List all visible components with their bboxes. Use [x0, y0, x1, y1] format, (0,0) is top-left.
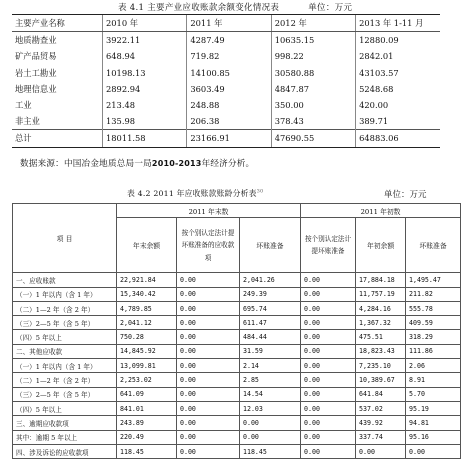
provision-begin-header: 坏账准备: [406, 218, 461, 273]
item-label-cell: 其中：逾期 5 年以上: [13, 430, 117, 444]
industry-name-cell: 矿产品贸易: [15, 51, 57, 62]
item-label-cell: 二、其他应收款: [13, 344, 117, 358]
amount-cell: 750.28: [117, 330, 177, 344]
amount-cell: 4287.49: [187, 32, 271, 49]
table2-row: [13, 401, 461, 415]
amount-cell: 611.47: [240, 316, 301, 330]
amount-cell: 11,757.19: [356, 287, 406, 301]
table1-title: 表 4.1 主要产业应收账款余额变化情况表: [118, 3, 280, 13]
amount-cell: 4,789.85: [117, 301, 177, 315]
amount-cell: 0.00: [301, 359, 356, 373]
amount-cell: 2,253.02: [117, 373, 177, 387]
item-label-cell: （二）1—2 年（含 2 年）: [13, 373, 117, 387]
industry-name-cell: 总计: [12, 130, 103, 147]
amount-cell: 4847.87: [271, 81, 355, 97]
industry-name-cell: 地理信息业: [15, 83, 57, 94]
amount-cell: 409.59: [406, 316, 461, 330]
amount-cell: 47690.55: [271, 130, 355, 147]
table1-row: [12, 48, 440, 64]
amount-cell: 1,495.47: [406, 273, 461, 287]
amount-cell: 0.00: [177, 344, 240, 358]
amount-cell: 94.81: [406, 416, 461, 430]
amount-cell: 695.74: [240, 301, 301, 315]
amount-cell: 30580.88: [271, 65, 355, 81]
amount-cell: 0.00: [301, 287, 356, 301]
source-prefix: 数据来源：中国冶金地质总局一局: [20, 159, 152, 169]
table2-row: [13, 330, 461, 344]
amount-cell: 641.84: [356, 387, 406, 401]
amount-cell: 0.00: [406, 444, 461, 458]
amount-cell: 18,823.43: [356, 344, 406, 358]
amount-cell: 2.14: [240, 359, 301, 373]
table1-row: [12, 65, 440, 81]
table2-row: [13, 430, 461, 444]
table1-header-cell: 2011 年: [187, 15, 271, 32]
individual-provision-end-header: 按个别认定法计提坏账准备的应收款项: [177, 218, 240, 273]
amount-cell: 0.00: [301, 430, 356, 444]
amount-cell: 0.00: [301, 416, 356, 430]
amount-cell: 0.00: [177, 316, 240, 330]
item-label-cell: （四）5 年以上: [13, 401, 117, 415]
provision-end-header: 坏账准备: [240, 218, 301, 273]
amount-cell: 23166.91: [187, 130, 271, 147]
amount-cell: 4,284.16: [356, 301, 406, 315]
amount-cell: 15,340.42: [117, 287, 177, 301]
footnote-marker: 30: [256, 188, 264, 195]
amount-cell: 12.03: [240, 401, 301, 415]
amount-cell: 555.78: [406, 301, 461, 315]
industry-receivables-table: [12, 14, 440, 148]
industry-name-cell: 地质勘查业: [15, 35, 57, 46]
amount-cell: 337.74: [356, 430, 406, 444]
year-begin-group-header: 2011 年初数: [301, 204, 461, 218]
item-label-cell: （二）1—2 年（含 2 年）: [13, 301, 117, 315]
item-label-cell: 一、应收账款: [13, 273, 117, 287]
table2-row: [13, 344, 461, 358]
table2-row: [13, 444, 461, 458]
table2-row: [13, 373, 461, 387]
table2-group-header-row: [13, 204, 461, 218]
amount-cell: 484.44: [240, 330, 301, 344]
table2-row: [13, 416, 461, 430]
amount-cell: 998.22: [271, 48, 355, 64]
amount-cell: 31.59: [240, 344, 301, 358]
industry-name-cell: 岩土工勘业: [15, 67, 57, 78]
amount-cell: 641.09: [117, 387, 177, 401]
amount-cell: 0.00: [301, 373, 356, 387]
amount-cell: 0.00: [177, 273, 240, 287]
amount-cell: 220.49: [117, 430, 177, 444]
amount-cell: 0.00: [301, 387, 356, 401]
amount-cell: 14100.85: [187, 65, 271, 81]
amount-cell: 14,845.92: [117, 344, 177, 358]
amount-cell: 248.88: [187, 97, 271, 113]
amount-cell: 0.00: [301, 301, 356, 315]
amount-cell: 0.00: [177, 387, 240, 401]
aging-analysis-table: [12, 203, 461, 459]
amount-cell: 7,235.10: [356, 359, 406, 373]
amount-cell: 111.86: [406, 344, 461, 358]
amount-cell: 0.00: [301, 330, 356, 344]
amount-cell: 13,099.81: [117, 359, 177, 373]
amount-cell: 5.70: [406, 387, 461, 401]
amount-cell: 1,367.32: [356, 316, 406, 330]
table2-row: [13, 359, 461, 373]
amount-cell: 350.00: [271, 97, 355, 113]
amount-cell: 648.94: [103, 48, 187, 64]
amount-cell: 22,921.84: [117, 273, 177, 287]
amount-cell: 0.00: [177, 287, 240, 301]
table1-header-cell: 主要产业名称: [12, 15, 103, 32]
amount-cell: 0.00: [301, 444, 356, 458]
amount-cell: 17,884.18: [356, 273, 406, 287]
amount-cell: 0.00: [240, 430, 301, 444]
amount-cell: 2,041.26: [240, 273, 301, 287]
table2-title: 表 4.2 2011 年应收账款账龄分析表: [127, 189, 257, 198]
table2-row: [13, 387, 461, 401]
amount-cell: 14.54: [240, 387, 301, 401]
amount-cell: 0.00: [301, 401, 356, 415]
amount-cell: 0.00: [240, 416, 301, 430]
table2-row: [13, 287, 461, 301]
amount-cell: 2892.94: [103, 81, 187, 97]
amount-cell: 43103.57: [356, 65, 440, 81]
amount-cell: 537.02: [356, 401, 406, 415]
data-source-note: [20, 157, 254, 169]
aging-analysis-table-body: [13, 204, 461, 459]
item-label-cell: 三、逾期应收款项: [13, 416, 117, 430]
item-label-cell: 四、涉及诉讼的应收款项: [13, 444, 117, 458]
amount-cell: 10,389.67: [356, 373, 406, 387]
table1-header-cell: 2012 年: [271, 15, 355, 32]
amount-cell: 841.01: [117, 401, 177, 415]
amount-cell: 10635.15: [271, 32, 355, 49]
item-label-cell: （三）2—5 年（含 5 年）: [13, 387, 117, 401]
amount-cell: 0.00: [177, 430, 240, 444]
table1-unit: 单位：万元: [308, 3, 353, 13]
table1-row: [12, 81, 440, 97]
amount-cell: 243.89: [117, 416, 177, 430]
table2-row: [13, 301, 461, 315]
individual-provision-begin-header: 按个别认定法计提坏账准备: [301, 218, 356, 273]
amount-cell: 118.45: [240, 444, 301, 458]
table2-unit: 单位：万元: [384, 190, 427, 200]
amount-cell: 10198.13: [103, 65, 187, 81]
amount-cell: 95.19: [406, 401, 461, 415]
amount-cell: 0.00: [177, 330, 240, 344]
amount-cell: 378.43: [271, 113, 355, 130]
balance-begin-header: 年初余额: [356, 218, 406, 273]
item-label-cell: （三）2—5 年（含 5 年）: [13, 316, 117, 330]
table1-header-cell: 2013 年 1-11 月: [356, 15, 440, 32]
amount-cell: 18011.58: [103, 130, 187, 147]
table2-row: [13, 273, 461, 287]
year-end-group-header: 2011 年末数: [117, 204, 301, 218]
item-label-cell: （一）1 年以内（含 1 年）: [13, 359, 117, 373]
amount-cell: 318.29: [406, 330, 461, 344]
amount-cell: 439.92: [356, 416, 406, 430]
amount-cell: 0.00: [301, 316, 356, 330]
amount-cell: 0.00: [177, 359, 240, 373]
amount-cell: 420.00: [356, 97, 440, 113]
table1-row: [12, 97, 440, 113]
industry-name-cell: 非主业: [15, 116, 40, 127]
amount-cell: 0.00: [177, 401, 240, 415]
balance-end-header: 年末余额: [117, 218, 177, 273]
source-years: 2010-2013: [151, 159, 202, 168]
industry-receivables-table-body: [12, 15, 440, 148]
table1-row: [12, 32, 440, 49]
amount-cell: 12880.09: [356, 32, 440, 49]
table2-caption: [127, 188, 263, 199]
amount-cell: 389.71: [356, 113, 440, 130]
amount-cell: 3603.49: [187, 81, 271, 97]
amount-cell: 8.91: [406, 373, 461, 387]
amount-cell: 95.16: [406, 430, 461, 444]
table1-row: [12, 130, 440, 147]
table1-header-cell: 2010 年: [103, 15, 187, 32]
amount-cell: 5248.68: [356, 81, 440, 97]
amount-cell: 206.38: [187, 113, 271, 130]
amount-cell: 0.00: [301, 273, 356, 287]
table1-row: [12, 113, 440, 130]
item-label-cell: （四）5 年以上: [13, 330, 117, 344]
amount-cell: 719.82: [187, 48, 271, 64]
amount-cell: 211.82: [406, 287, 461, 301]
amount-cell: 2.85: [240, 373, 301, 387]
amount-cell: 2842.01: [356, 48, 440, 64]
amount-cell: 64883.06: [356, 130, 440, 147]
industry-name-cell: 工业: [15, 100, 32, 111]
amount-cell: 0.00: [177, 444, 240, 458]
amount-cell: 0.00: [177, 373, 240, 387]
amount-cell: 0.00: [301, 344, 356, 358]
item-column-header: 项 目: [13, 204, 117, 273]
item-label-cell: （一）1 年以内（含 1 年）: [13, 287, 117, 301]
amount-cell: 3922.11: [103, 32, 187, 49]
amount-cell: 135.98: [103, 113, 187, 130]
amount-cell: 2,041.12: [117, 316, 177, 330]
amount-cell: 118.45: [117, 444, 177, 458]
table1-header-row: [12, 15, 440, 32]
amount-cell: 2.06: [406, 359, 461, 373]
amount-cell: 213.48: [103, 97, 187, 113]
amount-cell: 0.00: [177, 416, 240, 430]
amount-cell: 475.51: [356, 330, 406, 344]
table2-row: [13, 316, 461, 330]
amount-cell: 0.00: [356, 444, 406, 458]
source-suffix: 年经济分析。: [201, 159, 255, 169]
amount-cell: 0.00: [177, 301, 240, 315]
amount-cell: 249.39: [240, 287, 301, 301]
table1-caption: [118, 1, 352, 13]
